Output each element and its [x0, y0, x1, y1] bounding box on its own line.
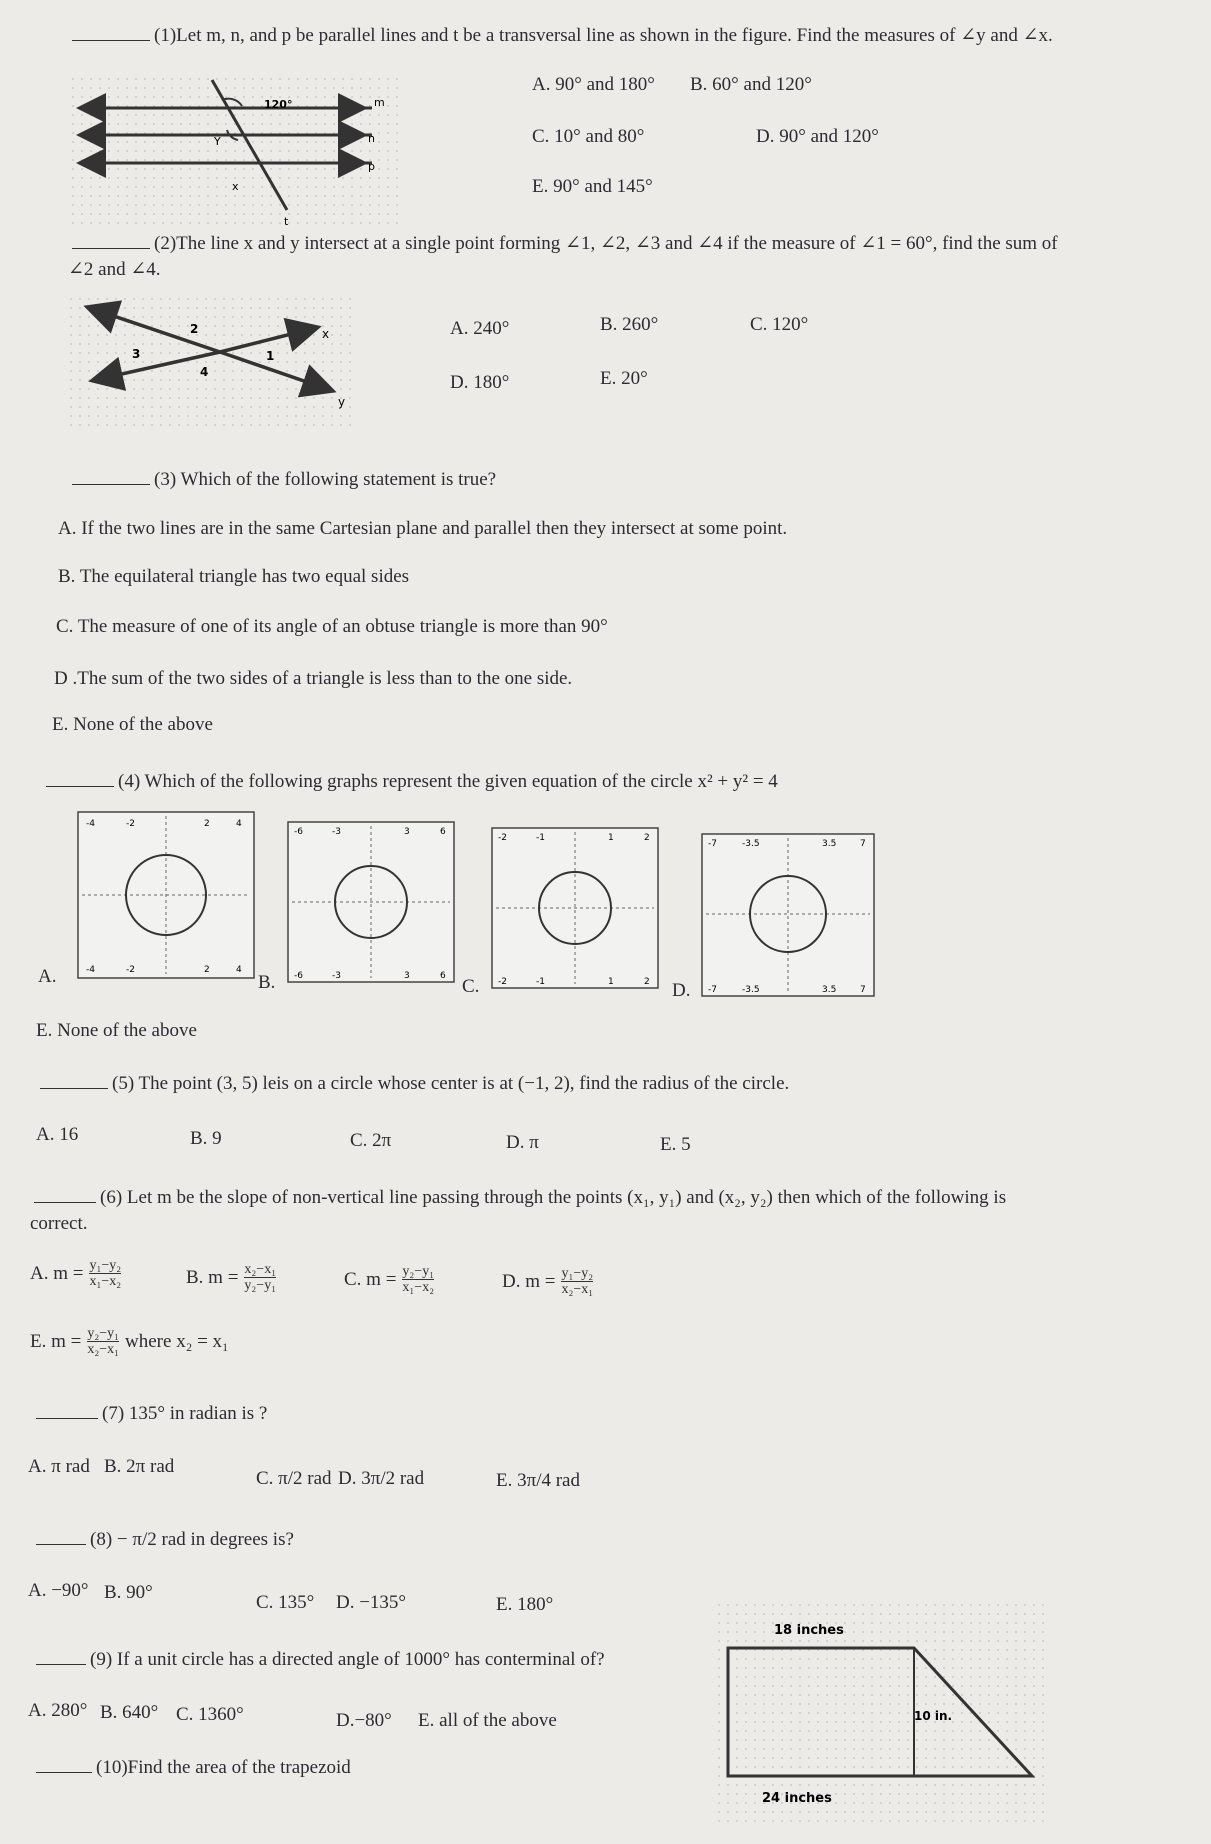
q8-stem: (8) − π/2 rad in degrees is?: [36, 1528, 294, 1552]
svg-text:-2: -2: [498, 833, 507, 843]
answer-blank[interactable]: [72, 40, 150, 41]
q4-label-a[interactable]: A.: [38, 966, 57, 987]
q2-option-e[interactable]: E. 20°: [600, 368, 648, 389]
q6-option-a[interactable]: A. m = $\frac{\text{y₁−y₂}}{\text{x₁−x₂}}$: [30, 1258, 122, 1290]
q3-option-e[interactable]: E. None of the above: [52, 714, 213, 735]
svg-text:3: 3: [404, 827, 410, 837]
q2-stem-cont: ∠2 and ∠4.: [68, 259, 161, 280]
svg-text:3: 3: [132, 347, 141, 361]
answer-blank[interactable]: [36, 1772, 92, 1773]
q3-stem: (3) Which of the following statement is true?: [72, 468, 496, 492]
answer-blank[interactable]: [36, 1418, 98, 1419]
q8-option-e[interactable]: E. 180°: [496, 1594, 554, 1615]
svg-text:x: x: [232, 180, 239, 193]
q10-trapezoid-figure: [718, 1604, 1046, 1824]
q9-option-d[interactable]: D.−80°: [336, 1710, 392, 1731]
q2-option-a[interactable]: A. 240°: [450, 318, 510, 339]
q1-option-d[interactable]: D. 90° and 120°: [756, 126, 879, 147]
svg-text:-1: -1: [536, 977, 545, 987]
q6-option-e[interactable]: E. m = $\frac{\text{y₂−y₁}}{\text{x₂−x₁}}$ where x₂ = x₁: [30, 1326, 229, 1358]
q5-option-c[interactable]: C. 2π: [350, 1130, 392, 1151]
answer-blank[interactable]: [36, 1544, 86, 1545]
svg-text:x: x: [322, 327, 330, 341]
svg-text:2: 2: [644, 977, 650, 987]
q3-option-d[interactable]: D .The sum of the two sides of a triangle is less than to the one side.: [54, 668, 573, 689]
svg-text:3.5: 3.5: [822, 985, 837, 995]
q7-option-a[interactable]: A. π rad: [28, 1456, 90, 1477]
svg-text:-3.5: -3.5: [742, 839, 760, 849]
svg-text:-2: -2: [126, 819, 135, 829]
answer-blank[interactable]: [72, 484, 150, 485]
svg-text:-4: -4: [86, 819, 95, 829]
q4-label-d[interactable]: D.: [672, 980, 691, 1001]
q5-option-e[interactable]: E. 5: [660, 1134, 691, 1155]
svg-text:-6: -6: [294, 971, 303, 981]
svg-text:6: 6: [440, 827, 446, 837]
svg-text:-3.5: -3.5: [742, 985, 760, 995]
q1-option-c[interactable]: C. 10° and 80°: [532, 126, 645, 147]
svg-text:2: 2: [204, 819, 210, 829]
svg-text:4: 4: [236, 819, 242, 829]
q9-option-c[interactable]: C. 1360°: [176, 1704, 244, 1725]
svg-text:6: 6: [440, 971, 446, 981]
svg-text:7: 7: [860, 985, 866, 995]
answer-blank[interactable]: [40, 1088, 108, 1089]
q2-option-b[interactable]: B. 260°: [600, 314, 659, 335]
svg-text:t: t: [284, 215, 289, 228]
q4-stem: (4) Which of the following graphs represent the given equation of the circle x² + y² = 4: [46, 770, 778, 794]
q7-option-c[interactable]: C. π/2 rad: [256, 1468, 332, 1489]
svg-text:2: 2: [644, 833, 650, 843]
svg-text:3: 3: [404, 971, 410, 981]
answer-blank[interactable]: [34, 1202, 96, 1203]
q8-option-a[interactable]: A. −90°: [28, 1580, 89, 1601]
svg-text:24 inches: 24 inches: [762, 1791, 832, 1806]
q7-option-b[interactable]: B. 2π rad: [104, 1456, 175, 1477]
svg-text:1: 1: [608, 833, 614, 843]
q4-graph-c[interactable]: [490, 826, 660, 990]
svg-text:10 in.: 10 in.: [914, 1709, 953, 1723]
q4-graph-a[interactable]: [76, 810, 256, 980]
q8-option-b[interactable]: B. 90°: [104, 1582, 153, 1603]
svg-text:4: 4: [236, 965, 242, 975]
svg-text:1: 1: [608, 977, 614, 987]
svg-text:-7: -7: [708, 985, 717, 995]
q8-option-c[interactable]: C. 135°: [256, 1592, 315, 1613]
svg-text:2: 2: [190, 322, 199, 336]
q1-figure: [72, 78, 402, 228]
q2-stem: (2)The line x and y intersect at a single point forming ∠1, ∠2, ∠3 and ∠4 if the measure of ∠1 = 60°, find the sum of: [72, 232, 1182, 256]
svg-text:-2: -2: [126, 965, 135, 975]
q6-option-b[interactable]: B. m = $\frac{\text{x₂−x₁}}{\text{y₂−y₁}}$: [186, 1262, 277, 1294]
q2-option-c[interactable]: C. 120°: [750, 314, 809, 335]
q6-option-d[interactable]: D. m = $\frac{\text{y₁−y₂}}{\text{x₂−x₁}}$: [502, 1266, 594, 1298]
q9-option-b[interactable]: B. 640°: [100, 1702, 159, 1723]
svg-text:3.5: 3.5: [822, 839, 837, 849]
q3-option-b[interactable]: B. The equilateral triangle has two equal sides: [58, 566, 410, 587]
q3-option-a[interactable]: A. If the two lines are in the same Cartesian plane and parallel then they intersect at some point.: [58, 518, 788, 539]
svg-text:-3: -3: [332, 827, 341, 837]
q2-figure: [70, 298, 358, 428]
q5-option-d[interactable]: D. π: [506, 1132, 539, 1153]
svg-text:-2: -2: [498, 977, 507, 987]
q7-option-e[interactable]: E. 3π/4 rad: [496, 1470, 580, 1491]
svg-text:p: p: [368, 160, 375, 173]
svg-text:18 inches: 18 inches: [774, 1623, 844, 1638]
q6-stem-cont: correct.: [30, 1213, 88, 1234]
q9-option-e[interactable]: E. all of the above: [418, 1710, 557, 1731]
svg-text:-7: -7: [708, 839, 717, 849]
q7-stem: (7) 135° in radian is ?: [36, 1402, 267, 1426]
q8-option-d[interactable]: D. −135°: [336, 1592, 407, 1613]
q5-option-a[interactable]: A. 16: [36, 1124, 79, 1145]
svg-text:2: 2: [204, 965, 210, 975]
q5-stem: (5) The point (3, 5) leis on a circle whose center is at (−1, 2), find the radius of the circle.: [40, 1072, 789, 1096]
q3-option-c[interactable]: C. The measure of one of its angle of an obtuse triangle is more than 90°: [56, 616, 608, 637]
svg-text:-1: -1: [536, 833, 545, 843]
q4-graph-d[interactable]: [700, 832, 876, 998]
q5-option-b[interactable]: B. 9: [190, 1128, 222, 1149]
svg-text:-6: -6: [294, 827, 303, 837]
q10-stem: (10)Find the area of the trapezoid: [36, 1756, 351, 1780]
q4-label-c[interactable]: C.: [462, 976, 480, 997]
q6-option-c[interactable]: C. m = $\frac{\text{y₂−y₁}}{\text{x₁−x₂}}$: [344, 1264, 435, 1296]
q4-option-e[interactable]: E. None of the above: [36, 1020, 197, 1041]
svg-text:n: n: [368, 132, 375, 145]
svg-text:4: 4: [200, 365, 209, 379]
answer-blank[interactable]: [36, 1664, 86, 1665]
q4-label-b[interactable]: B.: [258, 972, 276, 993]
q1-option-e[interactable]: E. 90° and 145°: [532, 176, 653, 197]
answer-blank[interactable]: [46, 786, 114, 787]
q4-graph-b[interactable]: [286, 820, 456, 984]
q2-option-d[interactable]: D. 180°: [450, 372, 510, 393]
svg-text:-4: -4: [86, 965, 95, 975]
svg-text:1: 1: [266, 349, 275, 363]
svg-text:-3: -3: [332, 971, 341, 981]
q6-stem: (6) Let m be the slope of non-vertical line passing through the points (x₁, y₁) and (x₂, y₂) then which of the following is: [34, 1186, 1194, 1210]
q1-option-a[interactable]: A. 90° and 180°: [532, 74, 655, 95]
svg-text:m: m: [374, 96, 385, 109]
answer-blank[interactable]: [72, 248, 150, 249]
q7-option-d[interactable]: D. 3π/2 rad: [338, 1468, 425, 1489]
q9-stem: (9) If a unit circle has a directed angle of 1000° has conterminal of?: [36, 1648, 605, 1672]
svg-text:y: y: [338, 395, 346, 409]
svg-text:7: 7: [860, 839, 866, 849]
q9-option-a[interactable]: A. 280°: [28, 1700, 88, 1721]
q1-stem: (1)Let m, n, and p be parallel lines and t be a transversal line as shown in the figure. Find the measures of ∠y and ∠x.: [72, 24, 1182, 48]
q1-option-b[interactable]: B. 60° and 120°: [690, 74, 812, 95]
svg-text:Y: Y: [214, 135, 221, 148]
svg-text:120°: 120°: [264, 98, 293, 111]
